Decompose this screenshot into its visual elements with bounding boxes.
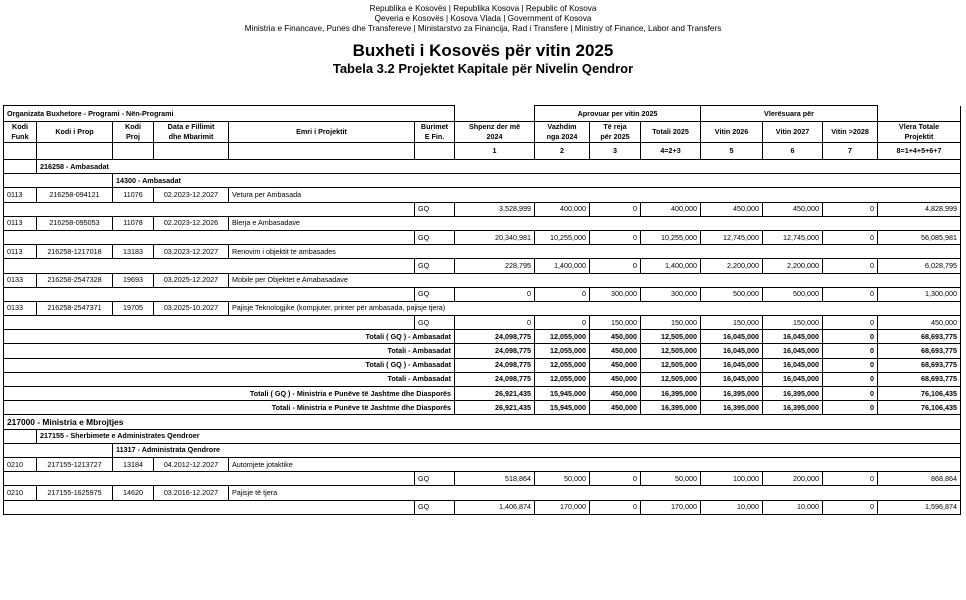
value-cell: 3,528,999 — [455, 202, 535, 216]
estimated-header: Vlerësuara për — [701, 106, 878, 122]
kodi-proj: 13184 — [113, 457, 154, 471]
kodi-prop: 216258-095053 — [37, 216, 113, 230]
indent-cell — [4, 160, 37, 174]
total-label: Totali - Ambasadat — [4, 344, 455, 358]
project-dates: 02.2023-12.2027 — [154, 188, 229, 202]
total-value: 0 — [823, 330, 878, 344]
program-row-administrates — [4, 429, 961, 443]
total-value: 12,055,000 — [535, 330, 590, 344]
kodi-funk: 0133 — [4, 301, 37, 315]
table-column-header-row — [4, 122, 961, 143]
total-value: 16,395,000 — [641, 387, 701, 401]
table-group-header-row — [4, 106, 961, 122]
kodi-funk: 0113 — [4, 188, 37, 202]
kodi-prop: 216258-2547371 — [37, 301, 113, 315]
value-cell: 0 — [823, 202, 878, 216]
total-value: 0 — [823, 372, 878, 386]
kodi-prop: 216258-2547328 — [37, 273, 113, 287]
kodi-funk: 0210 — [4, 486, 37, 500]
total-value: 12,505,000 — [641, 358, 701, 372]
total-value: 450,000 — [590, 344, 641, 358]
total-value: 16,395,000 — [641, 401, 701, 415]
funding-source: GQ — [415, 500, 455, 514]
value-cell: 450,000 — [878, 316, 961, 330]
value-cell: 12,745,000 — [763, 230, 823, 244]
header-line-3: Ministria e Financave, Punes dhe Transfereve | Ministarstvo za Financija, Rad i Transfere | Ministry of Finance, Labor and Transfers — [244, 24, 722, 33]
value-cell: 300,000 — [590, 287, 641, 301]
total-value: 16,045,000 — [763, 344, 823, 358]
project-row — [4, 301, 961, 315]
total-label: Totali - Ministria e Punëve të Jashtme dhe Diasporës — [4, 401, 455, 415]
value-cell: 0 — [455, 316, 535, 330]
empty-cell — [4, 287, 415, 301]
total-row — [4, 358, 961, 372]
value-cell: 1,300,000 — [878, 287, 961, 301]
value-cell: 10,000 — [701, 500, 763, 514]
value-cell: 450,000 — [701, 202, 763, 216]
empty-cell — [4, 316, 415, 330]
value-cell: 0 — [823, 472, 878, 486]
col-new: Të reja për 2025 — [590, 122, 641, 143]
project-values-row — [4, 287, 961, 301]
value-cell: 0 — [823, 287, 878, 301]
total-row — [4, 387, 961, 401]
total-value: 0 — [823, 401, 878, 415]
kodi-prop: 217155-1213727 — [37, 457, 113, 471]
col-continuation: Vazhdim nga 2024 — [535, 122, 590, 143]
value-cell: 50,000 — [535, 472, 590, 486]
kodi-proj: 19693 — [113, 273, 154, 287]
col-number: 7 — [823, 143, 878, 160]
value-cell: 518,864 — [455, 472, 535, 486]
empty-cell — [37, 143, 113, 160]
empty-cell — [4, 259, 415, 273]
empty-cell — [4, 472, 415, 486]
indent-cell — [4, 429, 37, 443]
value-cell: 0 — [535, 287, 590, 301]
project-dates: 03.2025-12.2027 — [154, 273, 229, 287]
col-spent-2024: Shpenz der më 2024 — [455, 122, 535, 143]
funding-source: GQ — [415, 202, 455, 216]
total-value: 16,045,000 — [763, 330, 823, 344]
value-cell: 1,596,874 — [878, 500, 961, 514]
project-row — [4, 486, 961, 500]
col-2027: Vitin 2027 — [763, 122, 823, 143]
value-cell: 400,000 — [641, 202, 701, 216]
col-number: 4=2+3 — [641, 143, 701, 160]
kodi-proj: 19705 — [113, 301, 154, 315]
total-value: 450,000 — [590, 372, 641, 386]
subprogram-row-administrata-label: 11317 - Administrata Qendrore — [113, 443, 961, 457]
document-title: Buxheti i Kosovës për vitin 2025 — [352, 41, 614, 60]
project-dates: 02.2023-12.2026 — [154, 216, 229, 230]
total-value: 24,098,775 — [455, 372, 535, 386]
total-row — [4, 401, 961, 415]
empty-cell — [154, 143, 229, 160]
value-cell: 10,255,000 — [641, 230, 701, 244]
value-cell: 0 — [823, 500, 878, 514]
project-name: Pajisje të tjera — [229, 486, 961, 500]
value-cell: 1,400,000 — [641, 259, 701, 273]
total-value: 15,945,000 — [535, 387, 590, 401]
empty-cell — [113, 143, 154, 160]
value-cell: 1,406,874 — [455, 500, 535, 514]
total-value: 24,098,775 — [455, 358, 535, 372]
value-cell: 500,000 — [763, 287, 823, 301]
total-value: 12,505,000 — [641, 330, 701, 344]
value-cell: 150,000 — [641, 316, 701, 330]
total-label: Totali - Ambasadat — [4, 372, 455, 386]
total-value: 68,693,775 — [878, 372, 961, 386]
total-label: Totali ( GQ ) - Ambasadat — [4, 330, 455, 344]
value-cell: 400,000 — [535, 202, 590, 216]
project-dates: 03.2023-12.2027 — [154, 245, 229, 259]
total-row — [4, 372, 961, 386]
total-value: 12,055,000 — [535, 344, 590, 358]
empty-header-cell — [455, 106, 535, 122]
value-cell: 868,864 — [878, 472, 961, 486]
col-number: 2 — [535, 143, 590, 160]
subprogram-row-administrata — [4, 443, 961, 457]
col-project-name: Emri i Projektit — [229, 122, 415, 143]
kodi-funk: 0210 — [4, 457, 37, 471]
subprogram-row-ambasadat-label: 14300 - Ambasadat — [113, 174, 961, 188]
kodi-funk: 0113 — [4, 245, 37, 259]
project-dates: 04.2012-12.2027 — [154, 457, 229, 471]
col-total-value: Vlera Totale Projektit — [878, 122, 961, 143]
total-value: 68,693,775 — [878, 358, 961, 372]
total-value: 76,106,435 — [878, 387, 961, 401]
value-cell: 0 — [590, 500, 641, 514]
total-value: 12,055,000 — [535, 372, 590, 386]
value-cell: 2,200,000 — [763, 259, 823, 273]
value-cell: 0 — [823, 316, 878, 330]
funding-source: GQ — [415, 316, 455, 330]
empty-cell — [4, 202, 415, 216]
project-name: Renovim i objektit te ambasades — [229, 245, 961, 259]
total-value: 0 — [823, 358, 878, 372]
project-name: Pajisje Teknologjike (kompjuter, printer për ambasada, pajisje tjera) — [229, 301, 961, 315]
empty-cell — [229, 143, 415, 160]
col-total-2025: Totali 2025 — [641, 122, 701, 143]
value-cell: 450,000 — [763, 202, 823, 216]
total-value: 16,045,000 — [763, 372, 823, 386]
project-dates: 03.2025-10.2027 — [154, 301, 229, 315]
total-value: 26,921,435 — [455, 401, 535, 415]
project-name: Automjete jotaktike — [229, 457, 961, 471]
col-dates: Data e Fillimit dhe Mbarimit — [154, 122, 229, 143]
project-row — [4, 216, 961, 230]
total-value: 26,921,435 — [455, 387, 535, 401]
value-cell: 0 — [535, 316, 590, 330]
indent-cell — [4, 443, 113, 457]
total-value: 450,000 — [590, 358, 641, 372]
org-row-ambasadat — [4, 160, 961, 174]
value-cell: 0 — [823, 230, 878, 244]
value-cell: 10,255,000 — [535, 230, 590, 244]
value-cell: 150,000 — [590, 316, 641, 330]
kodi-proj: 14620 — [113, 486, 154, 500]
project-row — [4, 273, 961, 287]
org-row-mbrojtjes-label: 217000 - Ministria e Mbrojtjes — [4, 415, 961, 429]
total-row — [4, 330, 961, 344]
empty-cell — [4, 143, 37, 160]
empty-cell — [415, 143, 455, 160]
funding-source: GQ — [415, 472, 455, 486]
project-values-row — [4, 259, 961, 273]
value-cell: 1,400,000 — [535, 259, 590, 273]
total-value: 450,000 — [590, 401, 641, 415]
org-row-ambasadat-label: 216258 - Ambasadat — [37, 160, 961, 174]
total-value: 16,395,000 — [701, 401, 763, 415]
total-label: Totali ( GQ ) - Ambasadat — [4, 358, 455, 372]
project-values-row — [4, 472, 961, 486]
total-value: 12,505,000 — [641, 344, 701, 358]
empty-cell — [4, 500, 415, 514]
kodi-prop: 216258-1217018 — [37, 245, 113, 259]
value-cell: 2,200,000 — [701, 259, 763, 273]
col-number: 8=1+4+5+6+7 — [878, 143, 961, 160]
kodi-funk: 0113 — [4, 216, 37, 230]
value-cell: 12,745,000 — [701, 230, 763, 244]
value-cell: 170,000 — [535, 500, 590, 514]
total-value: 24,098,775 — [455, 330, 535, 344]
kodi-prop: 216258-094121 — [37, 188, 113, 202]
kodi-funk: 0133 — [4, 273, 37, 287]
value-cell: 4,828,999 — [878, 202, 961, 216]
total-value: 68,693,775 — [878, 330, 961, 344]
project-values-row — [4, 230, 961, 244]
funding-source: GQ — [415, 287, 455, 301]
value-cell: 56,085,981 — [878, 230, 961, 244]
value-cell: 0 — [590, 230, 641, 244]
kodi-proj: 11076 — [113, 188, 154, 202]
value-cell: 6,028,795 — [878, 259, 961, 273]
project-name: Vetura per Ambasada — [229, 188, 961, 202]
total-value: 450,000 — [590, 387, 641, 401]
org-program-header: Organizata Buxhetore - Programi - Nën-Programi — [4, 106, 455, 122]
total-label: Totali ( GQ ) - Ministria e Punëve të Jashtme dhe Diasporës — [4, 387, 455, 401]
value-cell: 0 — [590, 202, 641, 216]
project-values-row — [4, 316, 961, 330]
program-row-administrates-label: 217155 - Sherbimete e Administrates Qendroer — [37, 429, 961, 443]
total-value: 16,045,000 — [701, 330, 763, 344]
value-cell: 228,795 — [455, 259, 535, 273]
total-value: 450,000 — [590, 330, 641, 344]
table-numbering-row — [4, 143, 961, 160]
value-cell: 0 — [455, 287, 535, 301]
value-cell: 200,000 — [763, 472, 823, 486]
subprogram-row-ambasadat — [4, 174, 961, 188]
total-value: 16,045,000 — [701, 372, 763, 386]
total-value: 76,106,435 — [878, 401, 961, 415]
total-value: 24,098,775 — [455, 344, 535, 358]
col-kodi-funk: Kodi Funk — [4, 122, 37, 143]
total-value: 16,395,000 — [763, 401, 823, 415]
value-cell: 20,340,981 — [455, 230, 535, 244]
project-values-row — [4, 500, 961, 514]
col-number: 6 — [763, 143, 823, 160]
funding-source: GQ — [415, 230, 455, 244]
empty-cell — [4, 230, 415, 244]
project-row — [4, 245, 961, 259]
col-kodi-prop: Kodi i Prop — [37, 122, 113, 143]
value-cell: 100,000 — [701, 472, 763, 486]
total-value: 0 — [823, 344, 878, 358]
value-cell: 150,000 — [701, 316, 763, 330]
total-row — [4, 344, 961, 358]
org-row-mbrojtjes — [4, 415, 961, 429]
col-source: Burimet E Fin. — [415, 122, 455, 143]
total-value: 12,505,000 — [641, 372, 701, 386]
project-row — [4, 457, 961, 471]
total-value: 0 — [823, 387, 878, 401]
col-number: 1 — [455, 143, 535, 160]
value-cell: 0 — [590, 472, 641, 486]
capital-projects-table — [3, 105, 961, 515]
value-cell: 170,000 — [641, 500, 701, 514]
project-name: Mobile per Objektet e Amabasadave — [229, 273, 961, 287]
col-number: 3 — [590, 143, 641, 160]
total-value: 16,395,000 — [763, 387, 823, 401]
header-line-1: Republika e Kosovës | Republika Kosova | Republic of Kosova — [369, 4, 597, 13]
col-2026: Vitin 2026 — [701, 122, 763, 143]
value-cell: 500,000 — [701, 287, 763, 301]
kodi-prop: 217155-1625975 — [37, 486, 113, 500]
value-cell: 50,000 — [641, 472, 701, 486]
total-value: 16,045,000 — [701, 344, 763, 358]
total-value: 16,395,000 — [701, 387, 763, 401]
col-number: 5 — [701, 143, 763, 160]
empty-header-cell — [878, 106, 961, 122]
project-row — [4, 188, 961, 202]
project-name: Blerja e Ambasadave — [229, 216, 961, 230]
project-dates: 03.2016-12.2027 — [154, 486, 229, 500]
total-value: 15,945,000 — [535, 401, 590, 415]
kodi-proj: 11078 — [113, 216, 154, 230]
value-cell: 0 — [590, 259, 641, 273]
approved-2025-header: Aprovuar per vitin 2025 — [535, 106, 701, 122]
project-values-row — [4, 202, 961, 216]
value-cell: 10,000 — [763, 500, 823, 514]
total-value: 68,693,775 — [878, 344, 961, 358]
funding-source: GQ — [415, 259, 455, 273]
value-cell: 0 — [823, 259, 878, 273]
kodi-proj: 13183 — [113, 245, 154, 259]
col-2028: Vitin >2028 — [823, 122, 878, 143]
header-line-2: Qeveria e Kosovës | Kosova Vlada | Government of Kosova — [374, 14, 592, 23]
total-value: 16,045,000 — [763, 358, 823, 372]
value-cell: 300,000 — [641, 287, 701, 301]
indent-cell — [4, 174, 113, 188]
value-cell: 150,000 — [763, 316, 823, 330]
total-value: 16,045,000 — [701, 358, 763, 372]
col-kodi-proj: Kodi Proj — [113, 122, 154, 143]
total-value: 12,055,000 — [535, 358, 590, 372]
document-subtitle: Tabela 3.2 Projektet Kapitale për Nivelin Qendror — [332, 61, 634, 76]
